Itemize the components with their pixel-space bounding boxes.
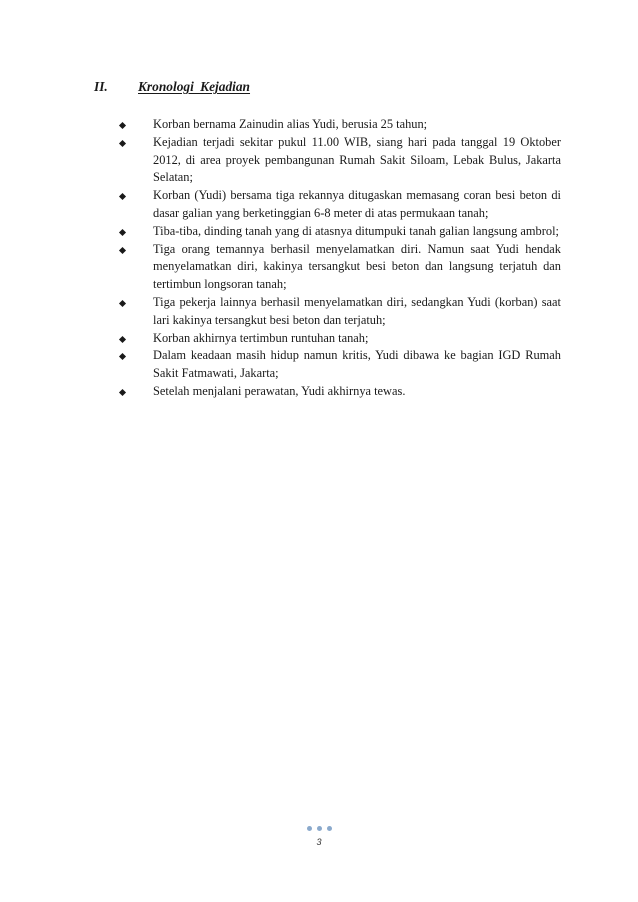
- list-item-text: Setelah menjalani perawatan, Yudi akhirnya tewas.: [153, 383, 406, 398]
- diamond-bullet-icon: [119, 389, 126, 396]
- diamond-bullet-icon: [119, 353, 126, 360]
- list-item: [120, 241, 561, 294]
- list-item: [120, 116, 561, 134]
- dot-icon: [317, 826, 322, 831]
- diamond-bullet-icon: [119, 247, 126, 254]
- list-item-text: Korban (Yudi) bersama tiga rekannya ditugaskan memasang coran besi beton di dasar galian yang berketinggian 6-8 meter di atas permukaan tanah;: [153, 188, 561, 220]
- list-item-text: Tiga pekerja lainnya berhasil menyelamatkan diri, sedangkan Yudi (korban) saat lari kakinya tersangkut besi beton dan terjatuh;: [153, 294, 561, 327]
- list-item: [120, 134, 561, 187]
- list-item-text: Kejadian terjadi sekitar pukul 11.00 WIB, siang hari pada tanggal 19 Oktober 2012, di area proyek pembangunan Rumah Sakit Siloam, Lebak Bulus, Jakarta Selatan;: [153, 134, 561, 185]
- diamond-bullet-icon: [119, 122, 126, 129]
- page-number: 3: [316, 837, 322, 847]
- section-heading: [94, 79, 250, 95]
- section-title: Kronologi Kejadian: [138, 79, 251, 94]
- diamond-bullet-icon: [119, 336, 126, 343]
- list-item: [120, 294, 561, 330]
- list-item-text: Korban bernama Zainudin alias Yudi, berusia 25 tahun;: [153, 117, 428, 131]
- list-item-text: Tiba-tiba, dinding tanah yang di atasnya ditumpuki tanah galian langsung ambrol;: [153, 223, 559, 238]
- diamond-bullet-icon: [119, 229, 126, 236]
- list-item: [120, 187, 561, 223]
- diamond-bullet-icon: [119, 193, 126, 200]
- list-item-text: Korban akhirnya tertimbun runtuhan tanah;: [153, 330, 369, 345]
- list-item-text: Dalam keadaan masih hidup namun kritis, Yudi dibawa ke bagian IGD Rumah Sakit Fatmawati, Jakarta;: [153, 348, 561, 381]
- section-number: II.: [94, 79, 108, 94]
- chronology-list: [120, 116, 561, 401]
- list-item: [120, 330, 561, 348]
- footer-dots-icon: [0, 826, 638, 834]
- list-item: [120, 383, 561, 401]
- list-item-text: Tiga orang temannya berhasil menyelamatkan diri. Namun saat Yudi hendak menyelamatkan diri, kakinya tersangkut besi beton dan langsung terjatuh dan tertimbun longsoran tanah;: [153, 241, 561, 292]
- page-footer: [0, 826, 638, 848]
- dot-icon: [307, 826, 312, 831]
- dot-icon: [327, 826, 332, 831]
- diamond-bullet-icon: [119, 140, 126, 147]
- list-item: [120, 223, 561, 241]
- diamond-bullet-icon: [119, 300, 126, 307]
- list-item: [120, 347, 561, 383]
